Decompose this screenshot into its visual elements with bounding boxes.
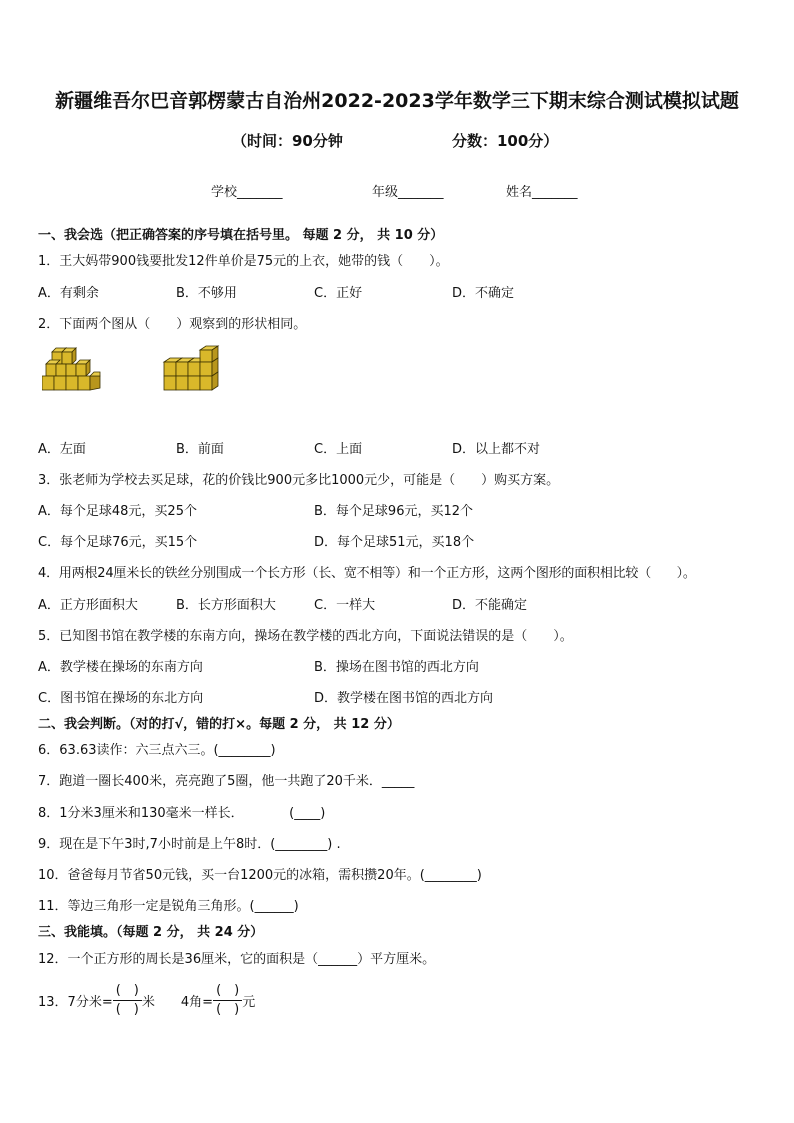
q2-option-b: B．前面 <box>176 442 224 457</box>
q3-option-a: A．每个足球48元，买25个 <box>38 504 197 519</box>
section-heading-1: 一、我会选（把正确答案的序号填在括号里。 每题 2 分， 共 10 分） <box>38 228 444 243</box>
question-2: 2．下面两个图从（ ）观察到的形状相同。 <box>38 317 307 332</box>
question-1: 1．王大妈带900钱要批发12件单价是75元的上衣，她带的钱（ ）。 <box>38 254 449 269</box>
q3-option-c: C．每个足球76元，买15个 <box>38 535 198 550</box>
question-4: 4．用两根24厘米长的铁丝分别围成一个长方形（长、宽不相等）和一个正方形，这两个图形的面积相比较（ ）。 <box>38 566 696 581</box>
question-3: 3．张老师为学校去买足球，花的价钱比900元多比1000元少，可能是（ ）购买方案。 <box>38 473 560 488</box>
section-heading-2: 二、我会判断。（对的打√，错的打×。每题 2 分， 共 12 分） <box>38 717 400 732</box>
q1-option-d: D．不确定 <box>452 286 515 301</box>
q2-option-d: D．以上都不对 <box>452 442 541 457</box>
question-5: 5．已知图书馆在教学楼的东南方向，操场在教学楼的西北方向，下面说法错误的是（ ）。 <box>38 629 573 644</box>
question-8: 8．1分米3厘米和130毫米一样长． (____) <box>38 806 326 821</box>
q3-option-d: D．每个足球51元，买18个 <box>314 535 475 550</box>
q4-option-d: D．不能确定 <box>452 598 528 613</box>
q13-denominator-1: ( ) <box>115 1002 139 1017</box>
q4-option-b: B．长方形面积大 <box>176 598 276 613</box>
question-13 <box>38 982 255 1019</box>
q5-option-d: D．教学楼在图书馆的西北方向 <box>314 691 494 706</box>
question-10: 10．爸爸每月节省50元钱，买一台1200元的冰箱，需积攒20年。(________) <box>38 868 482 883</box>
q2-option-c: C．上面 <box>314 442 363 457</box>
q5-option-a: A．教学楼在操场的东南方向 <box>38 660 203 675</box>
q5-option-c: C．图书馆在操场的东北方向 <box>38 691 204 706</box>
q5-option-b: B．操场在图书馆的西北方向 <box>314 660 479 675</box>
grade-field: 年级_______ <box>372 185 444 200</box>
q13-numerator-2: ( ) <box>213 982 242 1001</box>
question-9: 9．现在是下午3时,7小时前是上午8时．(________) . <box>38 837 341 852</box>
exam-time: （时间：90分钟 <box>232 132 343 150</box>
question-7: 7．跑道一圈长400米，亮亮跑了5圈，他一共跑了20千米．_____ <box>38 774 415 789</box>
q13-fraction-1 <box>113 982 142 1019</box>
q13-prefix: 13．7分米= <box>38 995 113 1010</box>
question-6: 6．63.63读作：六三点六三。(________) <box>38 743 276 758</box>
q13-denominator-2: ( ) <box>216 1002 240 1017</box>
q13-numerator-1: ( ) <box>113 982 142 1001</box>
cube-figure-2 <box>162 344 226 394</box>
q4-option-a: A．正方形面积大 <box>38 598 138 613</box>
cube-figure-1 <box>42 344 102 394</box>
q1-option-b: B．不够用 <box>176 286 237 301</box>
school-field: 学校_______ <box>211 185 283 200</box>
q1-option-c: C．正好 <box>314 286 363 301</box>
q13-mid: 4角= <box>180 995 214 1010</box>
q13-fraction-2 <box>213 982 242 1019</box>
q2-option-a: A．左面 <box>38 442 86 457</box>
q13-unit-2: 元 <box>242 995 256 1010</box>
q1-option-a: A．有剩余 <box>38 286 99 301</box>
section-heading-3: 三、我能填。（每题 2 分， 共 24 分） <box>38 925 264 940</box>
q4-option-c: C．一样大 <box>314 598 376 613</box>
exam-score: 分数：100分） <box>452 132 559 150</box>
question-12: 12．一个正方形的周长是36厘米，它的面积是（______）平方厘米。 <box>38 952 436 967</box>
q13-unit-1: 米 <box>141 995 155 1010</box>
q3-option-b: B．每个足球96元，买12个 <box>314 504 474 519</box>
page-title: 新疆维吾尔巴音郭楞蒙古自治州2022-2023学年数学三下期末综合测试模拟试题 <box>55 90 739 112</box>
question-11: 11．等边三角形一定是锐角三角形。(______) <box>38 899 299 914</box>
name-field: 姓名_______ <box>506 185 578 200</box>
